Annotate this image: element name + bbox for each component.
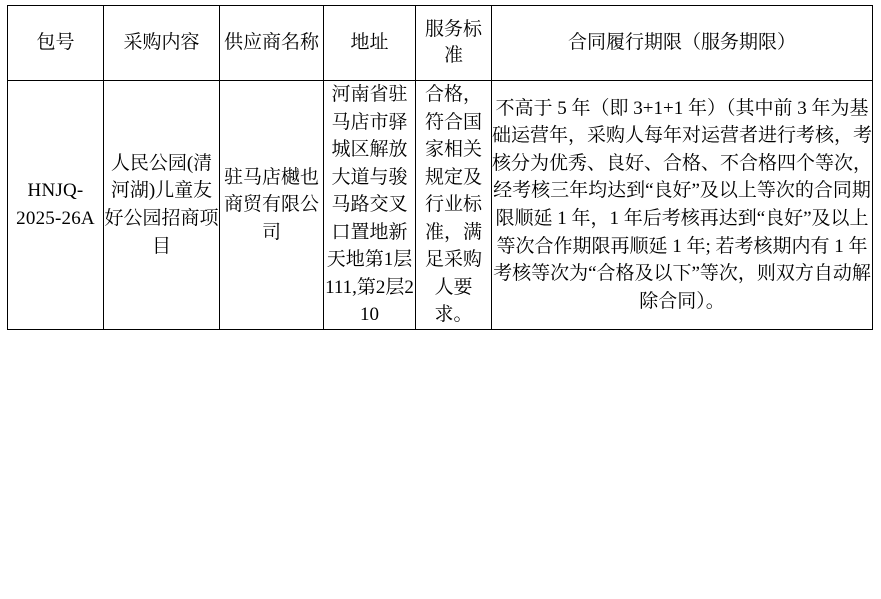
column-header-term xyxy=(492,6,873,81)
column-header-package-no-label: 包号 xyxy=(36,32,75,54)
cell-content: 人民公园(清河湖)儿童友好公园招商项目 xyxy=(104,81,220,330)
cell-supplier: 驻马店樾也商贸有限公司 xyxy=(220,81,324,330)
column-header-supplier xyxy=(220,6,324,81)
column-header-standard xyxy=(416,6,492,81)
cell-package-no: HNJQ-2025-26A xyxy=(8,81,104,330)
cell-address: 河南省驻马店市驿城区解放大道与骏马路交叉口置地新天地第1层111,第2层210 xyxy=(324,81,416,330)
cell-standard: 合格，符合国家相关规定及行业标准，满足采购人要求。 xyxy=(416,81,492,330)
column-header-package-no xyxy=(8,6,104,81)
column-header-content xyxy=(104,6,220,81)
contract-award-table xyxy=(7,5,873,330)
table-body xyxy=(8,81,873,330)
column-header-term-label: 合同履行期限（服务期限） xyxy=(567,32,796,54)
column-header-standard-label: 服务标准 xyxy=(424,19,482,66)
column-header-address-label: 地址 xyxy=(350,32,389,54)
column-header-supplier-label: 供应商名称 xyxy=(223,32,319,54)
table-header-row xyxy=(8,6,873,81)
column-header-content-label: 采购内容 xyxy=(123,32,200,54)
column-header-address xyxy=(324,6,416,81)
document-page xyxy=(0,5,881,599)
cell-term: 不高于 5 年（即 3+1+1 年）（其中前 3 年为基础运营年，采购人每年对运营者进行考核，考核分为优秀、良好、合格、不合格四个等次，经考核三年均达到“良好”及以上等次的合同期限顺延 1 年，1 年后考核再达到“良好”及以上等次合作期限再顺延 1 年; 若考核期内有 1 年考核等次为“合格及以下”等次，则双方自动解除合同）。 xyxy=(492,81,873,330)
table-row xyxy=(8,81,873,330)
table-header xyxy=(8,6,873,81)
